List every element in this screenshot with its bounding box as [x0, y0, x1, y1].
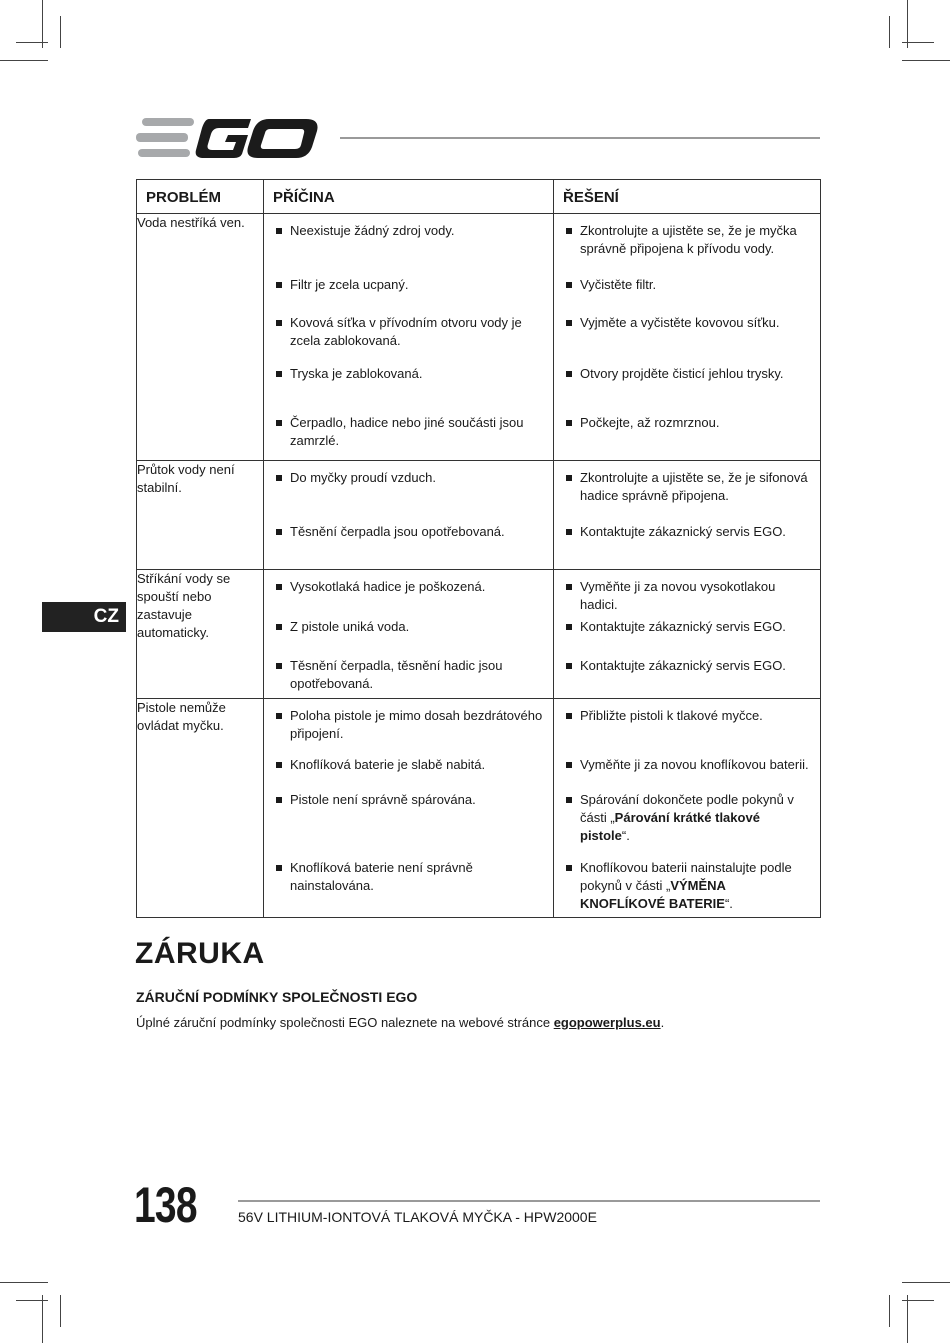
solution-cell — [554, 214, 821, 461]
table-row — [137, 699, 821, 918]
problem-cell: Průtok vody není stabilní. — [137, 461, 264, 570]
solution-text: “. — [621, 828, 630, 843]
solution-text: “. — [724, 896, 733, 911]
troubleshooting-table — [136, 179, 821, 918]
solution-item: Kontaktujte zákaznický servis EGO. — [563, 618, 812, 636]
crop-mark — [60, 1295, 61, 1327]
table-row — [137, 461, 821, 570]
cause-item: Do myčky proudí vzduch. — [273, 469, 545, 487]
solution-cell — [554, 570, 821, 699]
section-reference: VÝMĚNA KNOFLÍKOVÉ BATERIE — [580, 878, 726, 911]
cause-item: Neexistuje žádný zdroj vody. — [273, 222, 545, 240]
solution-item: Kontaktujte zákaznický servis EGO. — [563, 523, 812, 541]
solution-text: Knoflíkovou baterii nainstalujte podle pokynů v části „ — [580, 860, 792, 893]
cause-item: Z pistole uniká voda. — [273, 618, 545, 636]
cause-item: Tryska je zablokovaná. — [273, 365, 545, 383]
crop-mark — [902, 42, 934, 43]
header-rule — [340, 137, 820, 139]
solution-item: Kontaktujte zákaznický servis EGO. — [563, 657, 812, 675]
section-reference: Párování krátké tlakové pistole — [580, 810, 760, 843]
cause-item: Pistole není správně spárována. — [273, 791, 545, 809]
solution-cell — [554, 699, 821, 918]
solution-item — [563, 791, 812, 845]
page-number: 138 — [134, 1177, 197, 1233]
cause-item: Filtr je zcela ucpaný. — [273, 276, 545, 294]
solution-item: Vyčistěte filtr. — [563, 276, 812, 294]
cause-item: Poloha pistole je mimo dosah bezdrátového připojení. — [273, 707, 545, 743]
crop-mark — [60, 16, 61, 48]
crop-mark — [907, 0, 908, 48]
column-header-problem: PROBLÉM — [137, 180, 264, 214]
cause-item: Těsnění čerpadla jsou opotřebovaná. — [273, 523, 545, 541]
solution-text: Spárování dokončete podle pokynů v části „ — [580, 792, 794, 825]
cause-cell — [264, 699, 554, 918]
cause-item: Čerpadlo, hadice nebo jiné součásti jsou zamrzlé. — [273, 414, 545, 450]
cause-item: Těsnění čerpadla, těsnění hadic jsou opotřebovaná. — [273, 657, 545, 693]
footer-rule — [238, 1200, 820, 1202]
crop-mark — [902, 1282, 950, 1283]
footer-product-title: 56V LITHIUM-IONTOVÁ TLAKOVÁ MYČKA - HPW2000E — [238, 1209, 597, 1225]
solution-item — [563, 859, 812, 913]
warranty-subtitle: ZÁRUČNÍ PODMÍNKY SPOLEČNOSTI EGO — [136, 989, 418, 1005]
solution-item: Počkejte, až rozmrznou. — [563, 414, 812, 432]
warranty-text-body: Úplné záruční podmínky společnosti EGO naleznete na webové stránce — [136, 1015, 554, 1030]
cause-cell — [264, 214, 554, 461]
crop-mark — [907, 1295, 908, 1343]
table-row — [137, 570, 821, 699]
problem-cell: Stříkání vody se spouští nebo zastavuje automaticky. — [137, 570, 264, 699]
problem-cell: Voda nestříká ven. — [137, 214, 264, 461]
column-header-cause: PŘÍČINA — [264, 180, 554, 214]
warranty-link[interactable]: egopowerplus.eu — [553, 1015, 661, 1030]
crop-mark — [42, 1295, 43, 1343]
warranty-text-end: . — [660, 1015, 665, 1030]
solution-item: Vyjměte a vyčistěte kovovou síťku. — [563, 314, 812, 332]
crop-mark — [889, 1295, 890, 1327]
cause-item: Kovová síťka v přívodním otvoru vody je zcela zablokovaná. — [273, 314, 545, 350]
column-header-solution: ŘEŠENÍ — [554, 180, 821, 214]
problem-cell: Pistole nemůže ovládat myčku. — [137, 699, 264, 918]
solution-item: Vyměňte ji za novou vysokotlakou hadici. — [563, 578, 812, 614]
cause-cell — [264, 461, 554, 570]
cause-item: Vysokotlaká hadice je poškozená. — [273, 578, 545, 596]
crop-mark — [902, 1300, 934, 1301]
cause-cell — [264, 570, 554, 699]
crop-mark — [889, 16, 890, 48]
crop-mark — [42, 0, 43, 48]
solution-cell — [554, 461, 821, 570]
cause-item: Knoflíková baterie je slabě nabitá. — [273, 756, 545, 774]
crop-mark — [0, 1282, 48, 1283]
table-row — [137, 214, 821, 461]
solution-item: Přibližte pistoli k tlakové myčce. — [563, 707, 812, 725]
crop-mark — [0, 60, 48, 61]
solution-item: Zkontrolujte a ujistěte se, že je sifonová hadice správně připojena. — [563, 469, 812, 505]
solution-item: Zkontrolujte a ujistěte se, že je myčka správně připojena k přívodu vody. — [563, 222, 812, 258]
solution-item: Vyměňte ji za novou knoflíkovou baterii. — [563, 756, 812, 774]
crop-mark — [902, 60, 950, 61]
solution-item: Otvory projděte čisticí jehlou trysky. — [563, 365, 812, 383]
table-header-row — [137, 180, 821, 214]
crop-mark — [16, 42, 48, 43]
crop-mark — [16, 1300, 48, 1301]
cause-item: Knoflíková baterie není správně nainstalována. — [273, 859, 545, 895]
warranty-title: ZÁRUKA — [135, 937, 265, 970]
warranty-text — [136, 1015, 664, 1030]
language-tab: CZ — [42, 602, 126, 632]
ego-logo — [136, 116, 322, 160]
